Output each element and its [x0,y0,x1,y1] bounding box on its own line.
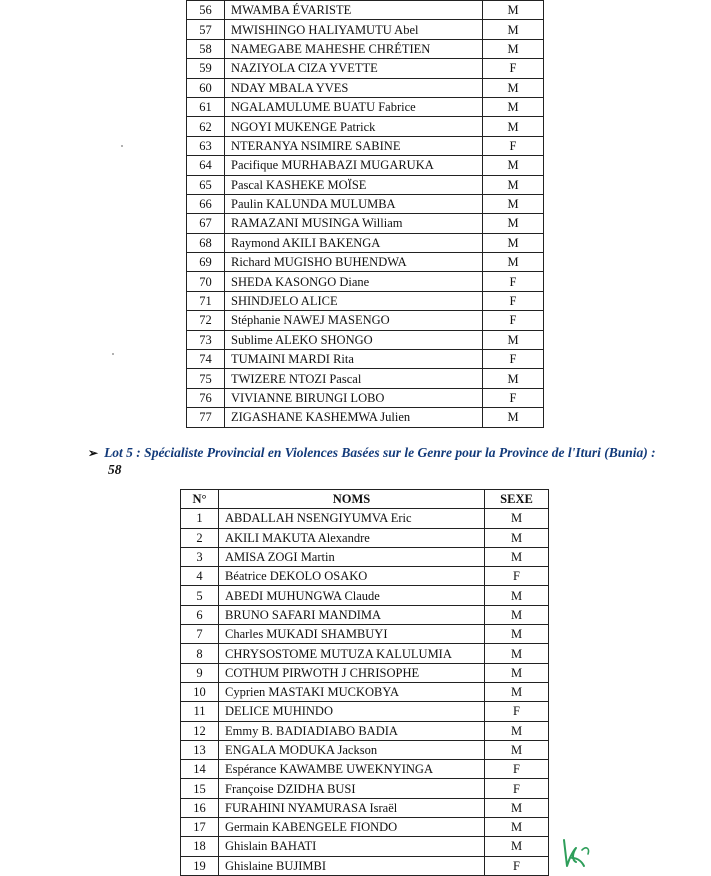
row-number: 76 [187,388,225,407]
row-number: 17 [181,818,219,837]
row-name: Charles MUKADI SHAMBUYI [219,625,485,644]
row-number: 62 [187,117,225,136]
row-name: NAZIYOLA CIZA YVETTE [225,59,483,78]
table-row [187,1,544,20]
table-row [187,117,544,136]
row-name: ZIGASHANE KASHEMWA Julien [225,408,483,427]
table-row [187,408,544,427]
row-sex: F [485,760,549,779]
row-name: Ghislaine BUJIMBI [219,856,485,875]
row-sex: F [483,388,544,407]
arrow-bullet-icon: ➢ [88,446,99,460]
row-number: 73 [187,330,225,349]
row-sex: F [483,291,544,310]
row-sex: M [485,586,549,605]
row-number: 58 [187,39,225,58]
row-number: 72 [187,311,225,330]
row-sex: F [483,311,544,330]
row-sex: F [483,272,544,291]
row-number: 1 [181,509,219,528]
row-number: 74 [187,350,225,369]
row-name: Espérance KAWAMBE UWEKNYINGA [219,760,485,779]
row-number: 5 [181,586,219,605]
row-number: 12 [181,721,219,740]
row-name: Cyprien MASTAKI MUCKOBYA [219,682,485,701]
scan-speck [112,353,114,355]
table-row [181,760,549,779]
lot-title: Lot 5 : Spécialiste Provincial en Violences Basées sur le Genre pour la Province de l'Ituri (Bunia) : [104,445,656,460]
row-name: ABDALLAH NSENGIYUMVA Eric [219,509,485,528]
header-names: NOMS [219,490,485,509]
row-name: Paulin KALUNDA MULUMBA [225,194,483,213]
row-sex: M [483,20,544,39]
table-row [187,253,544,272]
row-number: 56 [187,1,225,20]
row-number: 9 [181,663,219,682]
row-name: NAMEGABE MAHESHE CHRÉTIEN [225,39,483,58]
table-row [187,175,544,194]
table-row [181,547,549,566]
row-sex: M [483,408,544,427]
row-name: Emmy B. BADIADIABO BADIA [219,721,485,740]
table-row [181,528,549,547]
table-row [181,625,549,644]
table-row [181,567,549,586]
row-sex: M [485,721,549,740]
row-name: Sublime ALEKO SHONGO [225,330,483,349]
row-number: 69 [187,253,225,272]
row-number: 14 [181,760,219,779]
table-row [181,837,549,856]
row-number: 15 [181,779,219,798]
row-name: Béatrice DEKOLO OSAKO [219,567,485,586]
row-sex: M [483,369,544,388]
row-number: 11 [181,702,219,721]
table-row [187,59,544,78]
row-number: 10 [181,682,219,701]
row-sex: M [483,233,544,252]
row-number: 60 [187,78,225,97]
row-name: BRUNO SAFARI MANDIMA [219,605,485,624]
row-number: 57 [187,20,225,39]
table-row [187,272,544,291]
row-number: 65 [187,175,225,194]
row-name: Françoise DZIDHA BUSI [219,779,485,798]
row-sex: F [485,567,549,586]
row-name: Pacifique MURHABAZI MUGARUKA [225,156,483,175]
row-sex: M [485,837,549,856]
row-number: 75 [187,369,225,388]
row-number: 77 [187,408,225,427]
row-number: 2 [181,528,219,547]
row-name: VIVIANNE BIRUNGI LOBO [225,388,483,407]
row-sex: M [485,509,549,528]
row-name: Raymond AKILI BAKENGA [225,233,483,252]
row-number: 19 [181,856,219,875]
table-header [181,490,549,509]
row-sex: M [485,682,549,701]
table-row [187,233,544,252]
row-number: 4 [181,567,219,586]
row-name: ENGALA MODUKA Jackson [219,740,485,759]
header-row [181,490,549,509]
row-name: TWIZERE NTOZI Pascal [225,369,483,388]
row-sex: M [483,39,544,58]
row-name: CHRYSOSTOME MUTUZA KALULUMIA [219,644,485,663]
row-number: 6 [181,605,219,624]
row-sex: M [483,1,544,20]
row-name: MWAMBA ÉVARISTE [225,1,483,20]
row-sex: M [483,175,544,194]
row-number: 61 [187,97,225,116]
row-number: 71 [187,291,225,310]
table-row [181,644,549,663]
row-name: NTERANYA NSIMIRE SABINE [225,136,483,155]
row-sex: M [483,214,544,233]
row-name: TUMAINI MARDI Rita [225,350,483,369]
table-row [187,350,544,369]
table-row [181,779,549,798]
row-sex: M [485,798,549,817]
row-sex: M [485,663,549,682]
row-sex: M [483,330,544,349]
row-sex: M [483,117,544,136]
row-number: 13 [181,740,219,759]
lot5-candidates-table [180,489,549,876]
row-sex: M [483,78,544,97]
header-sex: SEXE [485,490,549,509]
table-row [181,509,549,528]
row-sex: M [485,528,549,547]
table-row [187,369,544,388]
table-row [181,798,549,817]
row-sex: M [485,740,549,759]
row-number: 63 [187,136,225,155]
row-name: Germain KABENGELE FIONDO [219,818,485,837]
row-name: Pascal KASHEKE MOÏSE [225,175,483,194]
row-name: RAMAZANI MUSINGA William [225,214,483,233]
row-name: Ghislain BAHATI [219,837,485,856]
row-number: 3 [181,547,219,566]
row-sex: M [483,97,544,116]
row-number: 66 [187,194,225,213]
row-name: SHEDA KASONGO Diane [225,272,483,291]
row-sex: F [483,136,544,155]
table-row [187,388,544,407]
row-name: ABEDI MUHUNGWA Claude [219,586,485,605]
row-number: 7 [181,625,219,644]
row-sex: M [485,547,549,566]
row-name: Richard MUGISHO BUHENDWA [225,253,483,272]
row-sex: M [485,625,549,644]
row-sex: M [485,605,549,624]
row-sex: M [485,644,549,663]
table-row [181,818,549,837]
row-name: NDAY MBALA YVES [225,78,483,97]
table-row [187,330,544,349]
table-row [187,291,544,310]
row-number: 18 [181,837,219,856]
handwritten-initials-icon [558,836,594,873]
row-sex: F [485,702,549,721]
row-name: AKILI MAKUTA Alexandre [219,528,485,547]
table-body [187,1,544,428]
scan-speck [121,145,123,147]
row-number: 68 [187,233,225,252]
row-name: MWISHINGO HALIYAMUTU Abel [225,20,483,39]
row-name: NGOYI MUKENGE Patrick [225,117,483,136]
row-sex: M [483,156,544,175]
table-row [181,605,549,624]
table-row [187,97,544,116]
table-row [181,721,549,740]
row-sex: F [485,779,549,798]
row-number: 67 [187,214,225,233]
row-number: 8 [181,644,219,663]
row-sex: F [483,350,544,369]
row-name: SHINDJELO ALICE [225,291,483,310]
row-sex: M [483,194,544,213]
table-row [181,663,549,682]
lot-heading [88,444,668,462]
row-name: NGALAMULUME BUATU Fabrice [225,97,483,116]
row-name: AMISA ZOGI Martin [219,547,485,566]
row-name: DELICE MUHINDO [219,702,485,721]
table-row [187,20,544,39]
row-number: 70 [187,272,225,291]
row-name: Stéphanie NAWEJ MASENGO [225,311,483,330]
table-body [181,509,549,876]
header-number: N° [181,490,219,509]
table-row [181,740,549,759]
row-number: 16 [181,798,219,817]
table-row [181,702,549,721]
table-row [187,311,544,330]
lot-count: 58 [108,462,122,477]
table-row [187,78,544,97]
row-number: 59 [187,59,225,78]
table-row [181,586,549,605]
row-sex: F [485,856,549,875]
row-number: 64 [187,156,225,175]
table-row [187,39,544,58]
row-sex: M [485,818,549,837]
candidates-table-continued [186,0,544,428]
table-row [187,214,544,233]
table-row [187,136,544,155]
table-row [181,682,549,701]
table-row [187,156,544,175]
row-name: COTHUM PIRWOTH J CHRISOPHE [219,663,485,682]
table-row [187,194,544,213]
row-sex: F [483,59,544,78]
row-name: FURAHINI NYAMURASA Israël [219,798,485,817]
row-sex: M [483,253,544,272]
